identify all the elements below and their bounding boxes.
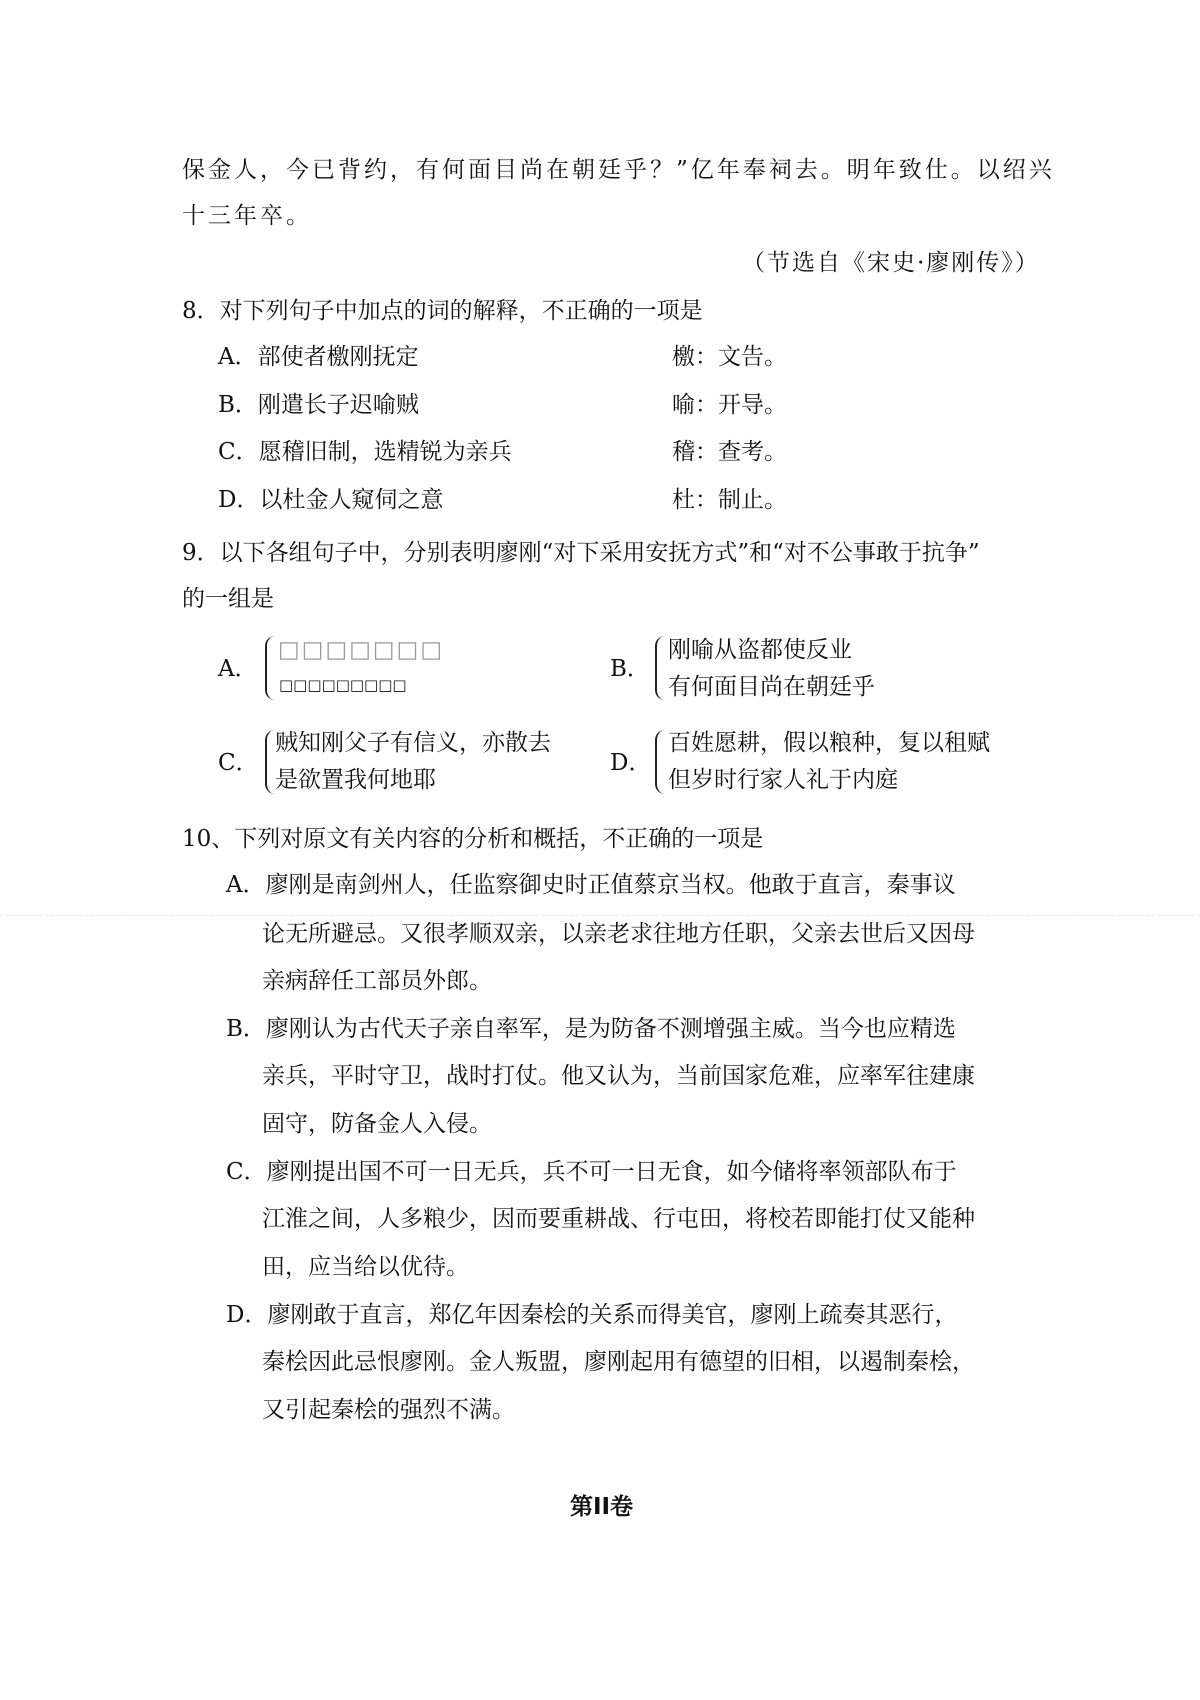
q9-option-b-line-1: 刚喻从盗都使反业: [668, 637, 852, 663]
q9-stem-line-2: 的一组是: [182, 586, 274, 612]
q9-stem-line-1: 9．以下各组句子中，分别表明廖刚“对下采用安抚方式”和“对不公事敢于抗争”: [182, 540, 980, 566]
q10-option-c-line-1: C．廖刚提出国不可一日无兵，兵不可一日无食，如今储将率领部队布于: [226, 1159, 957, 1185]
q9-option-a-line-1: □□□□□□□: [278, 637, 445, 663]
section-title: 第II卷: [570, 1494, 634, 1520]
q9-option-b-brace: [655, 636, 667, 700]
q10-option-d-line-1: D．廖刚敢于直言，郑亿年因秦桧的关系而得美官，廖刚上疏奏其恶行，: [226, 1302, 958, 1328]
q8-stem: 8．对下列句子中加点的词的解释，不正确的一项是: [182, 298, 703, 324]
q9-option-b-line-2: 有何面目尚在朝廷乎: [668, 674, 875, 700]
q8-option-c: C．愿稽旧制，选精锐为亲兵: [218, 439, 512, 465]
passage-line-1: 保金人，今已背约，有何面目尚在朝廷乎？”亿年奉祠去。明年致仕。以绍兴: [182, 157, 1055, 183]
q10-option-a-line-2: 论无所避忌。又很孝顺双亲，以亲老求往地方任职，父亲去世后又因母: [262, 921, 975, 947]
q9-option-c-line-1: 贼知刚父子有信义，亦散去: [275, 730, 551, 756]
passage-line-2: 十三年卒。: [182, 203, 312, 229]
q10-option-c-line-2: 江淮之间，人多粮少，因而要重耕战、行屯田，将校若即能打仗又能种: [262, 1206, 975, 1232]
q9-option-d-brace: [655, 730, 667, 794]
q9-option-d-line-1: 百姓愿耕，假以粮种，复以租赋: [668, 730, 990, 756]
q8-option-b-gloss: 喻：开导。: [672, 392, 787, 418]
q8-option-c-gloss: 稽：查考。: [672, 439, 787, 465]
q9-option-a-letter: A．: [218, 656, 258, 682]
q9-option-a-line-2: □□□□□□□□□: [279, 676, 407, 694]
q8-option-d: D．以杜金人窥伺之意: [218, 487, 444, 513]
q10-option-a-line-1: A．廖刚是南剑州人，任监察御史时正值蔡京当权。他敢于直言，秦事议: [226, 872, 956, 898]
q9-option-a-brace: [265, 636, 277, 700]
q8-option-b: B．刚遣长子迟喻贼: [218, 392, 419, 418]
q10-option-c-line-3: 田，应当给以优待。: [262, 1254, 469, 1280]
q10-option-a-line-3: 亲病辞任工部员外郎。: [262, 968, 492, 994]
q10-option-b-line-2: 亲兵，平时守卫，战时打仗。他又认为，当前国家危难，应率军往建康: [262, 1063, 975, 1089]
q9-option-c-letter: C．: [218, 750, 259, 776]
q10-option-d-line-2: 秦桧因此忌恨廖刚。金人叛盟，廖刚起用有德望的旧相，以遏制秦桧，: [262, 1349, 975, 1375]
q9-option-c-line-2: 是欲置我何地耶: [275, 767, 436, 793]
q8-option-a-gloss: 檄：文告。: [672, 344, 787, 370]
q9-option-b-letter: B．: [610, 656, 650, 682]
q9-option-d-letter: D．: [610, 750, 652, 776]
passage-source: （节选自《宋史·廖刚传》）: [742, 250, 1040, 276]
q10-option-d-line-3: 又引起秦桧的强烈不满。: [262, 1397, 515, 1423]
q10-stem: 10、下列对原文有关内容的分析和概括，不正确的一项是: [182, 826, 764, 852]
q9-option-d-line-2: 但岁时行家人礼于内庭: [668, 767, 898, 793]
q10-option-b-line-3: 固守，防备金人入侵。: [262, 1111, 492, 1137]
q10-option-b-line-1: B．廖刚认为古代天子亲自率军，是为防备不测增强主威。当今也应精选: [226, 1016, 956, 1042]
q8-option-d-gloss: 杜：制止。: [672, 487, 787, 513]
q8-option-a: A．部使者檄刚抚定: [218, 344, 419, 370]
